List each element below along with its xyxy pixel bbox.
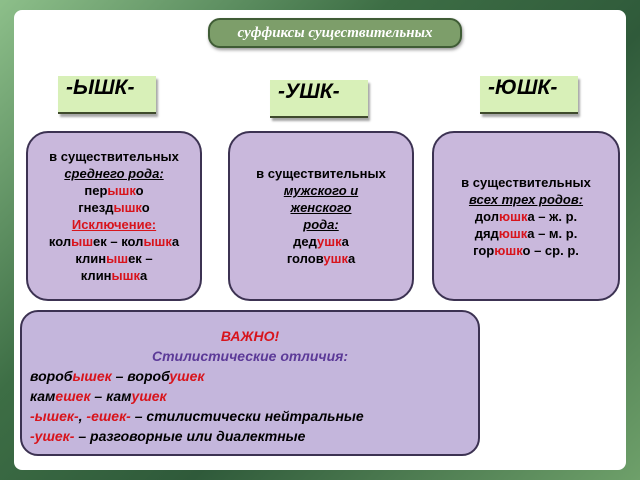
bubble-rule: всех трех родов: xyxy=(468,191,584,207)
important-heading: ВАЖНО! xyxy=(220,328,280,344)
example-word: перышко xyxy=(84,183,144,198)
important-note xyxy=(20,310,480,456)
suffix-label-yushk: -ЮШК- xyxy=(480,76,578,114)
example-word: гнездышко xyxy=(78,200,150,215)
note-row: камешек – камушек xyxy=(30,388,167,404)
bubble-rule: женского xyxy=(290,200,352,215)
rule-bubble-yushk xyxy=(432,131,620,301)
bubble-rule: мужского и xyxy=(283,183,359,198)
bubble-line: в существительных xyxy=(49,149,179,164)
example-word: дядюшка – м. р. xyxy=(474,225,578,241)
bubble-line: в существительных xyxy=(461,174,591,190)
note-row: -ышек-, -ешек- – стилистически нейтральные xyxy=(30,408,364,424)
rule-bubble-ushk xyxy=(228,131,414,301)
note-row: воробышек – воробушек xyxy=(30,368,205,384)
bubble-line: в существительных xyxy=(256,166,386,181)
example-word: долюшка – ж. р. xyxy=(474,208,578,224)
exception-label: Исключение: xyxy=(71,217,157,232)
example-word: горюшко – ср. р. xyxy=(473,242,579,258)
bubble-rule: рода: xyxy=(303,217,339,232)
example-word: дедушка xyxy=(293,234,349,249)
rule-bubble-yshk xyxy=(26,131,202,301)
example-word: клинышка xyxy=(80,268,148,283)
example-word: клинышек – xyxy=(75,251,153,266)
important-subheading: Стилистические отличия: xyxy=(151,348,349,364)
example-word: колышек – колышка xyxy=(48,234,180,249)
bubble-rule: среднего рода: xyxy=(64,166,164,181)
slide-title: суффиксы существительных xyxy=(208,18,462,48)
example-word: головушка xyxy=(286,251,356,266)
note-row: -ушек- – разговорные или диалектные xyxy=(30,428,306,444)
suffix-label-ushk: -УШК- xyxy=(270,80,368,118)
suffix-label-yshk: -ЫШК- xyxy=(58,76,156,114)
